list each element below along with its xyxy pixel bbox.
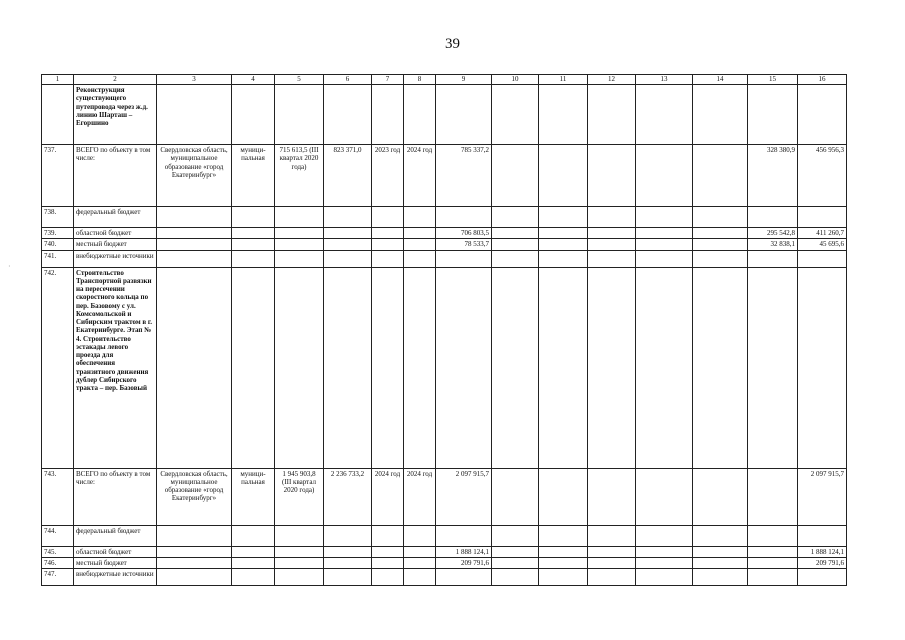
table-cell [275, 569, 324, 586]
table-cell [539, 85, 588, 145]
table-cell [404, 85, 436, 145]
table-cell [372, 267, 404, 468]
table-cell [693, 468, 748, 525]
table-cell: 706 803,5 [436, 228, 492, 239]
table-row [42, 557, 847, 568]
table-cell [275, 525, 324, 546]
table-cell: 295 542,8 [748, 228, 798, 239]
table-cell [404, 546, 436, 557]
table-cell [157, 228, 232, 239]
table-cell [798, 525, 847, 546]
table-cell [588, 228, 636, 239]
table-cell [492, 228, 539, 239]
table-cell: 328 380,9 [748, 145, 798, 207]
table-cell [157, 569, 232, 586]
table-cell: 823 371,0 [324, 145, 372, 207]
table-cell [539, 525, 588, 546]
row-number-cell: 745. [42, 546, 74, 557]
row-number-cell: 744. [42, 525, 74, 546]
table-cell [436, 267, 492, 468]
row-name-cell: внебюджетные источники [74, 250, 157, 267]
table-cell [372, 228, 404, 239]
table-cell [588, 267, 636, 468]
table-cell [636, 546, 693, 557]
table-cell [436, 525, 492, 546]
table-cell: 2024 год [404, 468, 436, 525]
column-header: 2 [74, 75, 157, 85]
row-name-cell: Реконструкция существующего путепровода через ж.д. линию Шарташ – Егоршино [74, 85, 157, 145]
table-cell: муници-пальная [232, 145, 275, 207]
table-cell [324, 557, 372, 568]
table-cell: 32 838,1 [748, 239, 798, 250]
table-cell [636, 239, 693, 250]
column-header: 4 [232, 75, 275, 85]
table-cell: 1 945 903,8 (III квартал 2020 года) [275, 468, 324, 525]
table-cell [588, 250, 636, 267]
table-cell [636, 267, 693, 468]
table-cell [636, 228, 693, 239]
row-number-cell: 739. [42, 228, 74, 239]
table-cell [588, 145, 636, 207]
table-row [42, 250, 847, 267]
table-cell [588, 525, 636, 546]
table-cell: 45 695,6 [798, 239, 847, 250]
table-cell [748, 267, 798, 468]
table-cell [539, 468, 588, 525]
table-cell [436, 85, 492, 145]
table-cell [636, 557, 693, 568]
table-cell: муници-пальная [232, 468, 275, 525]
table-cell [539, 569, 588, 586]
table-cell [372, 557, 404, 568]
table-cell [157, 557, 232, 568]
row-number-cell: 747. [42, 569, 74, 586]
column-header: 11 [539, 75, 588, 85]
table-cell [372, 239, 404, 250]
table-cell [636, 468, 693, 525]
table-cell [693, 267, 748, 468]
investment-table [41, 74, 847, 586]
table-cell [539, 239, 588, 250]
table-cell [492, 468, 539, 525]
column-header: 1 [42, 75, 74, 85]
table-cell [798, 267, 847, 468]
table-cell [157, 546, 232, 557]
table-cell [232, 546, 275, 557]
row-number-cell: 743. [42, 468, 74, 525]
table-cell [798, 569, 847, 586]
table-cell [539, 557, 588, 568]
table-cell [539, 145, 588, 207]
table-cell [157, 239, 232, 250]
table-cell [324, 207, 372, 228]
table-cell [539, 207, 588, 228]
column-header: 8 [404, 75, 436, 85]
table-row [42, 569, 847, 586]
table-row [42, 468, 847, 525]
table-cell [693, 250, 748, 267]
table-cell [636, 145, 693, 207]
table-cell [492, 546, 539, 557]
row-name-cell: местный бюджет [74, 557, 157, 568]
table-cell [404, 267, 436, 468]
table-cell [588, 557, 636, 568]
table-cell [232, 569, 275, 586]
table-row [42, 525, 847, 546]
page-number: 39 [445, 36, 460, 52]
table-cell [748, 525, 798, 546]
table-cell [324, 250, 372, 267]
column-header: 16 [798, 75, 847, 85]
table-cell [636, 85, 693, 145]
table-cell [492, 250, 539, 267]
table-cell [798, 85, 847, 145]
table-cell [275, 546, 324, 557]
table-cell [275, 250, 324, 267]
table-cell: 209 791,6 [436, 557, 492, 568]
table-cell [588, 546, 636, 557]
table-cell [693, 239, 748, 250]
table-cell [492, 207, 539, 228]
row-name-cell: местный бюджет [74, 239, 157, 250]
row-number-cell [42, 85, 74, 145]
column-header: 7 [372, 75, 404, 85]
table-cell [693, 207, 748, 228]
margin-mark: · [8, 262, 11, 271]
table-cell [693, 145, 748, 207]
table-cell: 2024 год [372, 468, 404, 525]
table-cell [232, 239, 275, 250]
table-cell [275, 228, 324, 239]
table-cell: 2023 год [372, 145, 404, 207]
table-cell: 2024 год [404, 145, 436, 207]
table-cell [588, 468, 636, 525]
table-cell [539, 267, 588, 468]
table-cell [372, 525, 404, 546]
table-cell [539, 250, 588, 267]
table-row [42, 267, 847, 468]
table-cell [748, 569, 798, 586]
table-row [42, 228, 847, 239]
table-cell: 456 956,3 [798, 145, 847, 207]
row-number-cell: 740. [42, 239, 74, 250]
row-number-cell: 738. [42, 207, 74, 228]
table-cell [275, 557, 324, 568]
table-cell: 1 888 124,1 [798, 546, 847, 557]
table-cell [588, 207, 636, 228]
table-cell: 1 888 124,1 [436, 546, 492, 557]
table-row [42, 239, 847, 250]
table-cell [748, 468, 798, 525]
table-cell [232, 207, 275, 228]
table-cell [636, 525, 693, 546]
table-cell: 209 791,6 [798, 557, 847, 568]
table-cell [693, 228, 748, 239]
table-cell [157, 267, 232, 468]
table-cell [275, 207, 324, 228]
table-cell [372, 546, 404, 557]
table-cell [404, 250, 436, 267]
table-cell [748, 207, 798, 228]
column-header: 10 [492, 75, 539, 85]
row-number-cell: 737. [42, 145, 74, 207]
table-cell [798, 207, 847, 228]
table-cell [693, 525, 748, 546]
table-cell [492, 569, 539, 586]
column-header: 6 [324, 75, 372, 85]
table-cell [636, 207, 693, 228]
table-cell: Свердловская область, муниципальное образование «город Екатеринбург» [157, 468, 232, 525]
table-cell [232, 557, 275, 568]
row-number-cell: 741. [42, 250, 74, 267]
column-header: 5 [275, 75, 324, 85]
table-cell: 2 097 915,7 [798, 468, 847, 525]
table-cell [588, 569, 636, 586]
table-cell [324, 228, 372, 239]
column-header: 15 [748, 75, 798, 85]
table-cell [372, 569, 404, 586]
table-cell [232, 250, 275, 267]
table-cell: 2 097 915,7 [436, 468, 492, 525]
table-cell [436, 207, 492, 228]
column-header: 14 [693, 75, 748, 85]
table-cell: 2 236 733,2 [324, 468, 372, 525]
table-cell [539, 546, 588, 557]
row-name-cell: ВСЕГО по объекту в том числе: [74, 145, 157, 207]
table-cell [748, 546, 798, 557]
row-name-cell: областной бюджет [74, 546, 157, 557]
table-cell [372, 250, 404, 267]
table-row [42, 145, 847, 207]
table-cell [539, 228, 588, 239]
table-cell [748, 250, 798, 267]
table-cell [324, 546, 372, 557]
table-row [42, 546, 847, 557]
table-cell: Свердловская область, муниципальное образование «город Екатеринбург» [157, 145, 232, 207]
table-cell: 785 337,2 [436, 145, 492, 207]
table-cell [798, 250, 847, 267]
column-header: 13 [636, 75, 693, 85]
row-name-cell: областной бюджет [74, 228, 157, 239]
table-cell [492, 525, 539, 546]
row-name-cell: Строительство Транспортной развязки на пересечении скоростного кольца по пер. Базовому с ул. Комсомольской и Сибирским трактом в г. Екатеринбурге. Этап № 4. Строительство эстакады левого проезда для обеспечения транзитного движения дублер Сибирского тракта – пер. Базовый [74, 267, 157, 468]
table-cell [324, 85, 372, 145]
table-cell [404, 569, 436, 586]
row-name-cell: федеральный бюджет [74, 207, 157, 228]
table-cell [404, 557, 436, 568]
table-cell [404, 228, 436, 239]
row-number-cell: 746. [42, 557, 74, 568]
table-cell [748, 85, 798, 145]
table-cell [748, 557, 798, 568]
table-cell [693, 546, 748, 557]
table-cell [324, 569, 372, 586]
table-cell [232, 85, 275, 145]
table-cell: 411 260,7 [798, 228, 847, 239]
table-cell [157, 250, 232, 267]
table-cell [492, 85, 539, 145]
table-row [42, 207, 847, 228]
row-name-cell: внебюджетные источники [74, 569, 157, 586]
table-cell [693, 569, 748, 586]
table-cell [275, 85, 324, 145]
table-cell [372, 207, 404, 228]
row-name-cell: ВСЕГО по объекту в том числе: [74, 468, 157, 525]
table-cell [693, 85, 748, 145]
table-cell [492, 239, 539, 250]
table-cell [275, 239, 324, 250]
table-cell [492, 267, 539, 468]
table-cell [232, 267, 275, 468]
table-cell [232, 525, 275, 546]
table-cell [492, 557, 539, 568]
table-cell [436, 569, 492, 586]
row-name-cell: федеральный бюджет [74, 525, 157, 546]
table-cell [157, 207, 232, 228]
table-cell [404, 239, 436, 250]
table-cell [436, 250, 492, 267]
row-number-cell: 742. [42, 267, 74, 468]
table-cell [275, 267, 324, 468]
table-cell [157, 85, 232, 145]
table-cell [232, 228, 275, 239]
table-cell [404, 207, 436, 228]
column-number-header-row [42, 75, 847, 85]
table-cell [588, 239, 636, 250]
table-cell: 715 613,5 (III квартал 2020 года) [275, 145, 324, 207]
table-cell [324, 239, 372, 250]
column-header: 12 [588, 75, 636, 85]
table-cell [492, 145, 539, 207]
table-cell [404, 525, 436, 546]
table-cell [693, 557, 748, 568]
table-cell [636, 250, 693, 267]
table-cell [324, 525, 372, 546]
table-cell [588, 85, 636, 145]
table-cell [372, 85, 404, 145]
column-header: 3 [157, 75, 232, 85]
table-cell [157, 525, 232, 546]
table-cell [324, 267, 372, 468]
column-header: 9 [436, 75, 492, 85]
table-cell [636, 569, 693, 586]
table-cell: 78 533,7 [436, 239, 492, 250]
table-row [42, 85, 847, 145]
